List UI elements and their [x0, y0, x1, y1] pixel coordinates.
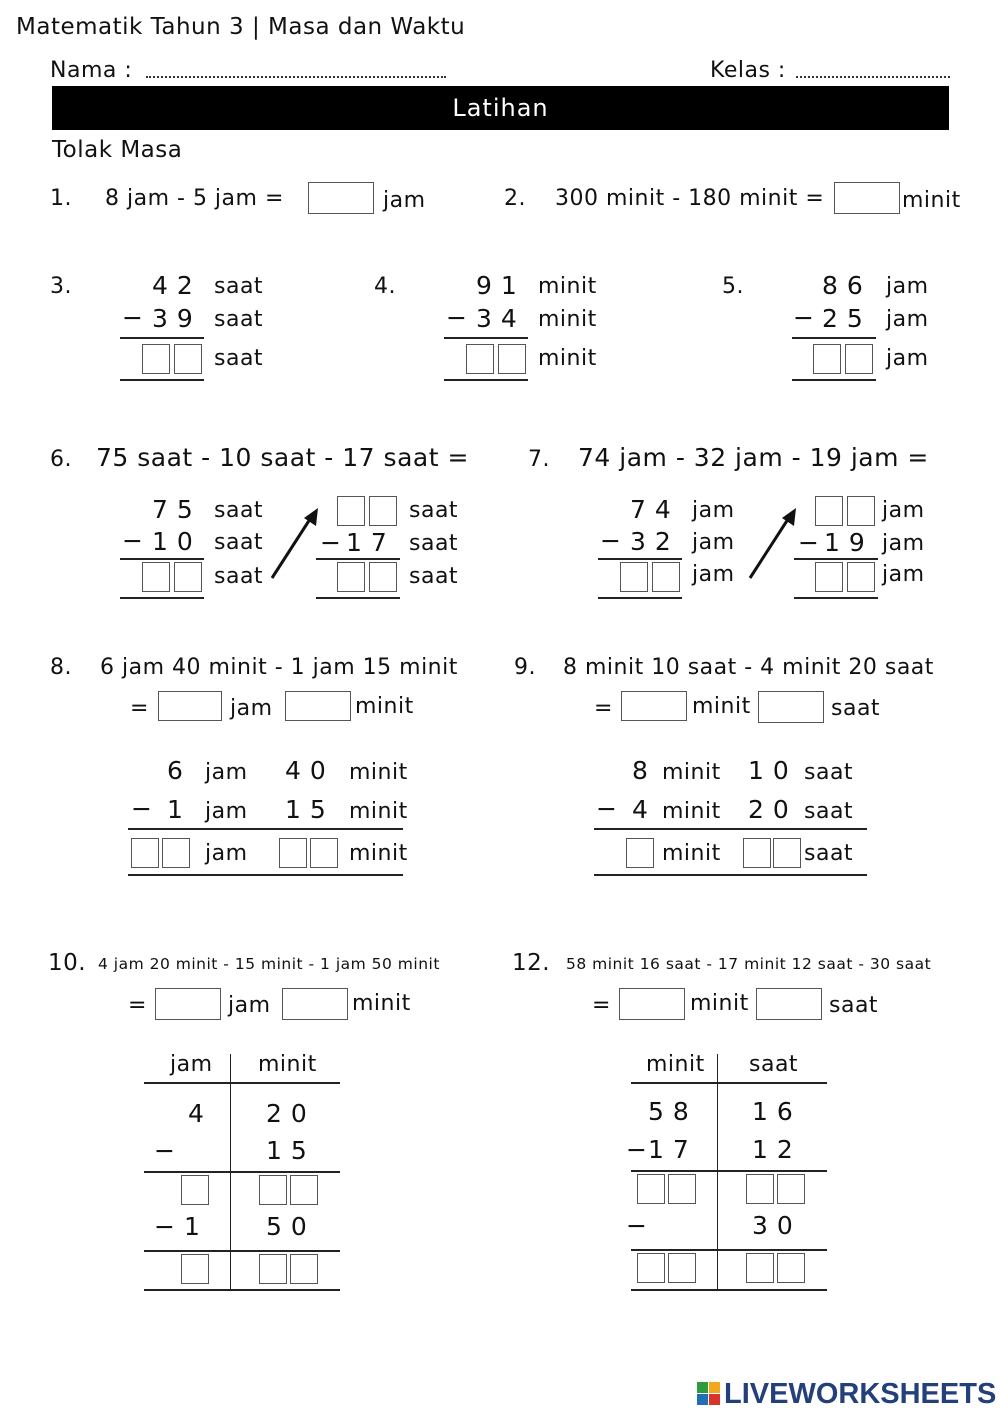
q3-answer-tens[interactable]	[142, 344, 170, 374]
q4-line	[444, 337, 528, 339]
q9-answer-minit-box[interactable]	[621, 691, 687, 721]
q12-r1-saat: 1 6	[752, 1097, 794, 1126]
q12-step1-saat-ones[interactable]	[777, 1174, 805, 1204]
q9-answer-saat-unit: saat	[831, 696, 881, 721]
q2-expression: 300 minit - 180 minit =	[555, 186, 825, 211]
q12-minus-sign-1: −	[626, 1135, 648, 1164]
q8-answer-minit-unit: minit	[355, 694, 414, 719]
q10-step1-minit-tens[interactable]	[259, 1175, 287, 1205]
q6-second-number: 1 7	[346, 528, 388, 557]
q9-r2-minit: 4	[632, 795, 649, 824]
q3-answer-unit: saat	[214, 346, 264, 371]
q5-line-bottom	[792, 379, 876, 381]
q10-answer-jam-box[interactable]	[155, 988, 221, 1020]
q9-equals: =	[594, 696, 613, 721]
q6-top-number: 7 5	[152, 495, 194, 524]
q5-answer-tens[interactable]	[813, 344, 841, 374]
q10-answer-minit-unit: minit	[352, 991, 411, 1016]
q7-second-number: 1 9	[824, 528, 866, 557]
q9-answer-minit-unit: minit	[692, 694, 751, 719]
q7-top-unit: jam	[692, 498, 735, 523]
q4-bottom-number: 3 4	[476, 304, 518, 333]
q7-answer2-ones[interactable]	[847, 562, 875, 592]
q7-answer1-unit: jam	[692, 562, 735, 587]
section-heading: Tolak Masa	[52, 137, 183, 163]
q7-carry-ones[interactable]	[847, 496, 875, 526]
q9-final-saat-unit: saat	[804, 841, 854, 866]
q8-answer-jam-ones[interactable]	[162, 838, 190, 868]
class-label: Kelas :	[710, 58, 786, 83]
q8-line-bottom	[128, 874, 403, 876]
q6-arrow-icon	[268, 506, 324, 582]
q10-expression: 4 jam 20 minit - 15 minit - 1 jam 50 minit	[98, 955, 440, 973]
q7-line-bottom	[598, 597, 682, 599]
q8-answer-minit-box[interactable]	[285, 691, 351, 721]
q7-second-unit: jam	[882, 531, 925, 556]
q9-answer-saat-box[interactable]	[758, 691, 824, 723]
q8-final-jam-unit: jam	[205, 841, 248, 866]
q12-expression: 58 minit 16 saat - 17 minit 12 saat - 30 saat	[566, 955, 932, 973]
q8-equals: =	[130, 696, 149, 721]
q9-answer-saat-tens[interactable]	[743, 838, 771, 868]
q1-expression: 8 jam - 5 jam =	[105, 186, 284, 211]
q12-table-line-3	[631, 1249, 827, 1251]
q6-carry-tens[interactable]	[337, 496, 365, 526]
q4-minus-sign: −	[446, 303, 468, 332]
q12-number: 12.	[512, 950, 551, 976]
q8-expression: 6 jam 40 minit - 1 jam 15 minit	[100, 655, 458, 680]
q8-number: 8.	[50, 655, 72, 680]
q5-line	[792, 337, 876, 339]
name-field[interactable]	[146, 76, 446, 78]
q8-r2-minit-unit: minit	[349, 799, 408, 824]
q12-answer-saat-box[interactable]	[756, 988, 822, 1020]
q6-line	[120, 558, 204, 560]
q12-r2-saat: 1 2	[752, 1135, 794, 1164]
q7-answer1-tens[interactable]	[620, 562, 648, 592]
q10-table-line-2	[144, 1171, 340, 1173]
q10-step1-minit-ones[interactable]	[290, 1175, 318, 1205]
name-label: Nama :	[50, 58, 133, 83]
q7-minus-sign: −	[600, 526, 622, 555]
q8-r1-jam-unit: jam	[205, 760, 248, 785]
q9-r1-minit: 8	[632, 756, 649, 785]
q5-bottom-number: 2 5	[822, 304, 864, 333]
q10-r3-minit: 5 0	[266, 1212, 308, 1241]
class-field[interactable]	[796, 76, 950, 78]
q7-answer1-ones[interactable]	[652, 562, 680, 592]
q12-table-header-line	[631, 1082, 827, 1084]
q8-r2-minit: 1 5	[285, 795, 327, 824]
q8-r2-jam-unit: jam	[205, 799, 248, 824]
q4-top-unit: minit	[538, 274, 597, 299]
q12-table-line-bottom	[631, 1289, 827, 1291]
q6-answer2-tens[interactable]	[337, 562, 365, 592]
q7-arrow-icon	[746, 506, 802, 582]
q7-answer2-unit: jam	[882, 562, 925, 587]
q6-expression: 75 saat - 10 saat - 17 saat =	[96, 443, 469, 472]
q7-line	[598, 558, 682, 560]
q4-answer-unit: minit	[538, 346, 597, 371]
q3-top-number: 4 2	[152, 271, 194, 300]
q7-number: 7.	[528, 447, 550, 472]
q4-line-bottom	[444, 379, 528, 381]
q9-r2-minit-unit: minit	[662, 799, 721, 824]
q3-minus-sign: −	[122, 303, 144, 332]
q3-bottom-number: 3 9	[152, 304, 194, 333]
q12-final-minit-tens[interactable]	[637, 1253, 665, 1283]
q10-final-minit-tens[interactable]	[259, 1254, 287, 1284]
q9-answer-saat-ones[interactable]	[773, 838, 801, 868]
q9-r1-saat-unit: saat	[804, 760, 854, 785]
q12-answer-minit-box[interactable]	[619, 988, 685, 1020]
q12-equals: =	[592, 993, 611, 1018]
q3-line	[120, 337, 204, 339]
q10-minus-sign-1: −	[154, 1136, 176, 1165]
q2-answer-box[interactable]	[834, 182, 900, 214]
q10-equals: =	[128, 993, 147, 1018]
q10-col-jam: jam	[170, 1052, 213, 1077]
q3-answer-ones[interactable]	[174, 344, 202, 374]
q12-answer-minit-unit: minit	[690, 991, 749, 1016]
q12-step1-minit-tens[interactable]	[637, 1174, 665, 1204]
q5-answer-ones[interactable]	[845, 344, 873, 374]
liveworksheets-logo-icon	[697, 1382, 721, 1406]
q8-answer-jam-unit: jam	[230, 696, 273, 721]
q10-answer-jam-unit: jam	[228, 993, 271, 1018]
q10-table-header-line	[144, 1082, 340, 1084]
q6-top-unit: saat	[214, 498, 264, 523]
q8-answer-jam-tens[interactable]	[131, 838, 159, 868]
q1-number: 1.	[50, 186, 72, 211]
q8-r1-minit-unit: minit	[349, 760, 408, 785]
q12-step1-minit-ones[interactable]	[668, 1174, 696, 1204]
q6-answer2-unit: saat	[409, 564, 459, 589]
q8-final-minit-unit: minit	[349, 841, 408, 866]
q4-number: 4.	[374, 274, 396, 299]
q10-r2-minit: 1 5	[266, 1136, 308, 1165]
q7-line-2-bottom	[794, 597, 878, 599]
q12-table-divider	[717, 1054, 718, 1291]
q6-minus-sign-2: −	[320, 528, 342, 557]
q7-carry-tens[interactable]	[815, 496, 843, 526]
q10-final-jam-box[interactable]	[181, 1254, 209, 1284]
q6-number: 6.	[50, 447, 72, 472]
q5-minus-sign: −	[793, 303, 815, 332]
q10-number: 10.	[48, 950, 87, 976]
q3-line-bottom	[120, 379, 204, 381]
q6-bottom-number: 1 0	[152, 527, 194, 556]
q1-answer-box[interactable]	[308, 182, 374, 214]
q10-col-minit: minit	[258, 1052, 317, 1077]
q9-minus-sign: −	[596, 794, 618, 823]
q9-r2-saat: 2 0	[748, 795, 790, 824]
q12-col-minit: minit	[646, 1052, 705, 1077]
banner-latihan: Latihan	[52, 86, 949, 130]
q4-bottom-unit: minit	[538, 307, 597, 332]
q4-answer-ones[interactable]	[498, 344, 526, 374]
q12-r1-minit: 5 8	[648, 1097, 690, 1126]
q8-answer-jam-box[interactable]	[158, 691, 222, 721]
q10-table-line-bottom	[144, 1289, 340, 1291]
q10-answer-minit-box[interactable]	[282, 988, 348, 1020]
q8-minus-sign: −	[131, 794, 153, 823]
q5-top-unit: jam	[886, 274, 929, 299]
q12-final-saat-tens[interactable]	[746, 1253, 774, 1283]
q9-r2-saat-unit: saat	[804, 799, 854, 824]
q10-r1-jam: 4	[188, 1099, 205, 1128]
q6-line-2	[316, 558, 400, 560]
q9-number: 9.	[514, 655, 536, 680]
q12-minus-sign-2: −	[626, 1211, 648, 1240]
q5-top-number: 8 6	[822, 271, 864, 300]
q2-number: 2.	[504, 186, 526, 211]
q6-answer2-ones[interactable]	[369, 562, 397, 592]
q7-expression: 74 jam - 32 jam - 19 jam =	[578, 443, 929, 472]
q8-line	[128, 828, 403, 830]
q7-answer2-tens[interactable]	[815, 562, 843, 592]
q10-r3-jam: 1	[184, 1212, 201, 1241]
q9-expression: 8 minit 10 saat - 4 minit 20 saat	[563, 655, 934, 680]
q10-minus-sign-2: −	[154, 1212, 176, 1241]
q6-answer1-ones[interactable]	[174, 562, 202, 592]
q3-number: 3.	[50, 274, 72, 299]
q12-col-saat: saat	[749, 1052, 799, 1077]
q5-answer-unit: jam	[886, 346, 929, 371]
q9-r1-minit-unit: minit	[662, 760, 721, 785]
q10-r1-minit: 2 0	[266, 1099, 308, 1128]
q7-bottom-number: 3 2	[630, 527, 672, 556]
q7-minus-sign-2: −	[798, 528, 820, 557]
q3-top-unit: saat	[214, 274, 264, 299]
q4-top-number: 9 1	[476, 271, 518, 300]
q9-final-minit-unit: minit	[662, 841, 721, 866]
q6-second-unit: saat	[409, 531, 459, 556]
q8-answer-minit-ones[interactable]	[310, 838, 338, 868]
q8-r1-minit: 4 0	[285, 756, 327, 785]
q5-number: 5.	[722, 274, 744, 299]
q10-final-minit-ones[interactable]	[290, 1254, 318, 1284]
q7-bottom-unit: jam	[692, 530, 735, 555]
q7-carry-unit: jam	[882, 498, 925, 523]
q3-bottom-unit: saat	[214, 307, 264, 332]
q2-unit: minit	[902, 188, 961, 213]
q6-line-bottom	[120, 597, 204, 599]
q6-carry-unit: saat	[409, 498, 459, 523]
q6-answer1-unit: saat	[214, 564, 264, 589]
q9-line	[594, 828, 867, 830]
q1-unit: jam	[383, 188, 426, 213]
q10-step1-jam-box[interactable]	[181, 1175, 209, 1205]
q9-line-bottom	[594, 874, 867, 876]
q8-r2-jam: 1	[167, 795, 184, 824]
q12-final-minit-ones[interactable]	[668, 1253, 696, 1283]
q4-answer-tens[interactable]	[466, 344, 494, 374]
q12-answer-saat-unit: saat	[829, 993, 879, 1018]
page-title: Matematik Tahun 3 | Masa dan Waktu	[16, 14, 466, 40]
q9-answer-minit-digit[interactable]	[626, 838, 654, 868]
q7-top-number: 7 4	[630, 495, 672, 524]
liveworksheets-logo-text[interactable]: LIVEWORKSHEETS	[724, 1378, 997, 1410]
q12-table-line-2	[631, 1170, 827, 1172]
q8-r1-jam: 6	[167, 756, 184, 785]
q10-table-line-3	[144, 1250, 340, 1252]
q9-r1-saat: 1 0	[748, 756, 790, 785]
q6-bottom-unit: saat	[214, 530, 264, 555]
q6-minus-sign: −	[122, 526, 144, 555]
q12-r3-saat: 3 0	[752, 1211, 794, 1240]
q6-carry-ones[interactable]	[369, 496, 397, 526]
q12-step1-saat-tens[interactable]	[746, 1174, 774, 1204]
q8-answer-minit-tens[interactable]	[279, 838, 307, 868]
q6-answer1-tens[interactable]	[142, 562, 170, 592]
q6-line-2-bottom	[316, 597, 400, 599]
q12-final-saat-ones[interactable]	[777, 1253, 805, 1283]
q7-line-2	[794, 558, 878, 560]
q5-bottom-unit: jam	[886, 307, 929, 332]
q12-r2-minit: 1 7	[648, 1135, 690, 1164]
